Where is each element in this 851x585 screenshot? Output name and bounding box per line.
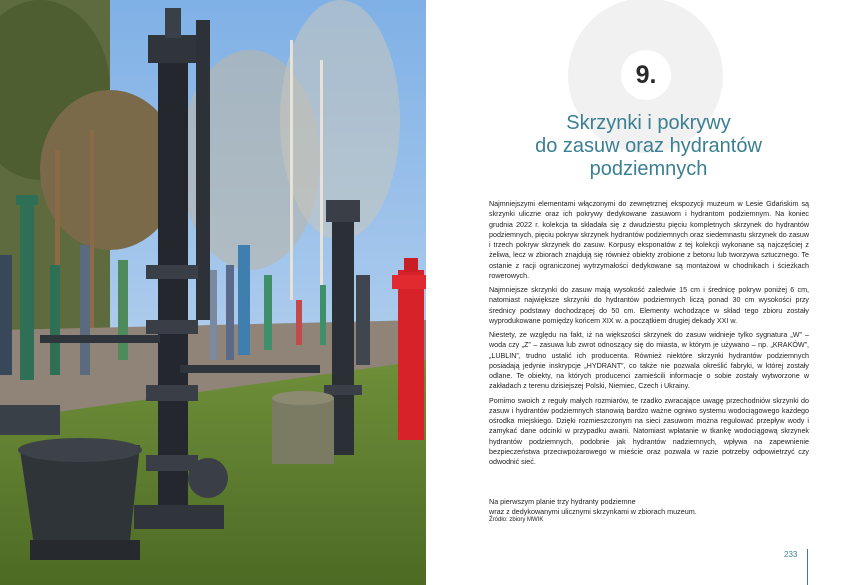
body-text xyxy=(489,199,809,471)
caption-line: wraz z dedykowanymi ulicznymi skrzynkami w zbiorach muzeum. xyxy=(489,506,697,516)
paragraph: Najmniejsze skrzynki do zasuw mają wysokość zaledwie 15 cm i średnicę pokryw poniżej 6 cm, natomiast największe skrzynki do hydrantów podziemnych liczą ponad 30 cm wysokości przy średnicy podstawy dochodzącej do 50 cm. Elementy wchodzące w skład tego zbioru zostały wyprodukowane pomiędzy końcem XIX w. a początkiem drugiej dekady XXI w. xyxy=(489,286,809,325)
photo-caption xyxy=(489,497,749,526)
paragraph: Pomimo swoich z reguły małych rozmiarów, te rzadko zwracające uwagę przechodniów skrzynki do zasuw i hydrantów podziemnych stanowią bardzo ważne ogniwo systemu wodociągowego każdego ośrodka miejskiego. Dzięki rozmieszczonym na sieci zasuwom można regulować przepływ wody i zamykać dane odcinki w przypadku awarii. Natomiast wpłatanie w tkankę wodociągową skrzynek hydrantów podziemnych, podobnie jak hydrantów nadziemnych, wpływa na zapewnienie bezpieczeństwa przeciwpożarowego w mieście oraz pozwala w razie potrzeby odpowietrzyć czy odwodnić sieć. xyxy=(489,396,809,466)
page-number: 233 xyxy=(784,550,798,559)
chapter-title-line: Skrzynki i pokrywy xyxy=(566,112,731,134)
chapter-number: 9. xyxy=(621,50,671,100)
chapter-title-line: do zasuw oraz hydrantów xyxy=(535,135,762,157)
caption-source: Źródło: zbiory MWIK xyxy=(489,517,544,523)
paragraph: Niestety, ze względu na fakt, iż na większości skrzynek do zasuw widnieje tylko sygnatura „W” – woda czy „Z” – zasuwa lub zwrot odnoszący się do miasta, w którym je używano – np. „KRAKÓW”, „LUBLIN”, trudno ustalić ich producenta. Również niektóre skrzynki hydrantów podziemnych posiadają jedynie inskrypcje „HYDRANT”, co także nie pozwala określić fabryki, w której zostały odlane. Te obiekty, na których producenci zamieścili informacje o sobie zostały wytworzone w zakładach z terenu dzisiejszej Polski, Niemiec, Czech i Ukrainy. xyxy=(489,331,809,391)
chapter-title xyxy=(516,112,781,181)
page-rule xyxy=(807,549,808,585)
text-page xyxy=(426,0,851,585)
caption-line: Na pierwszym planie trzy hydranty podziemne xyxy=(489,497,636,506)
chapter-title-line: podziemnych xyxy=(589,158,708,180)
paragraph: Najmniejszymi elementami włączonymi do zewnętrznej ekspozycji muzeum w Lesie Gdańskim są skrzynki uliczne oraz ich pokrywy dedykowane zasuwom i hydrantom podziemnym. Na koniec grudnia 2022 r. kolekcja ta składała się z dwudziestu pięciu kompletnych skrzynek do hydrantów podziemnych, pięciu pokryw skrzynek hydrantów podziemnych oraz siedemnastu skrzynek do zasuw i trzech pokryw skrzynek do zasuw. Korpusy eksponatów z tej kolekcji wykonane są najczęściej z żeliwa, lecz w zbiorach znajdują się również obiekty zrobione z betonu lub tworzywa sztucznego. Te ostanie z racji ograniczonej wytrzymałości dedykowane są montażowi w chodnikach i ścieżkach rowerowych. xyxy=(489,200,809,280)
